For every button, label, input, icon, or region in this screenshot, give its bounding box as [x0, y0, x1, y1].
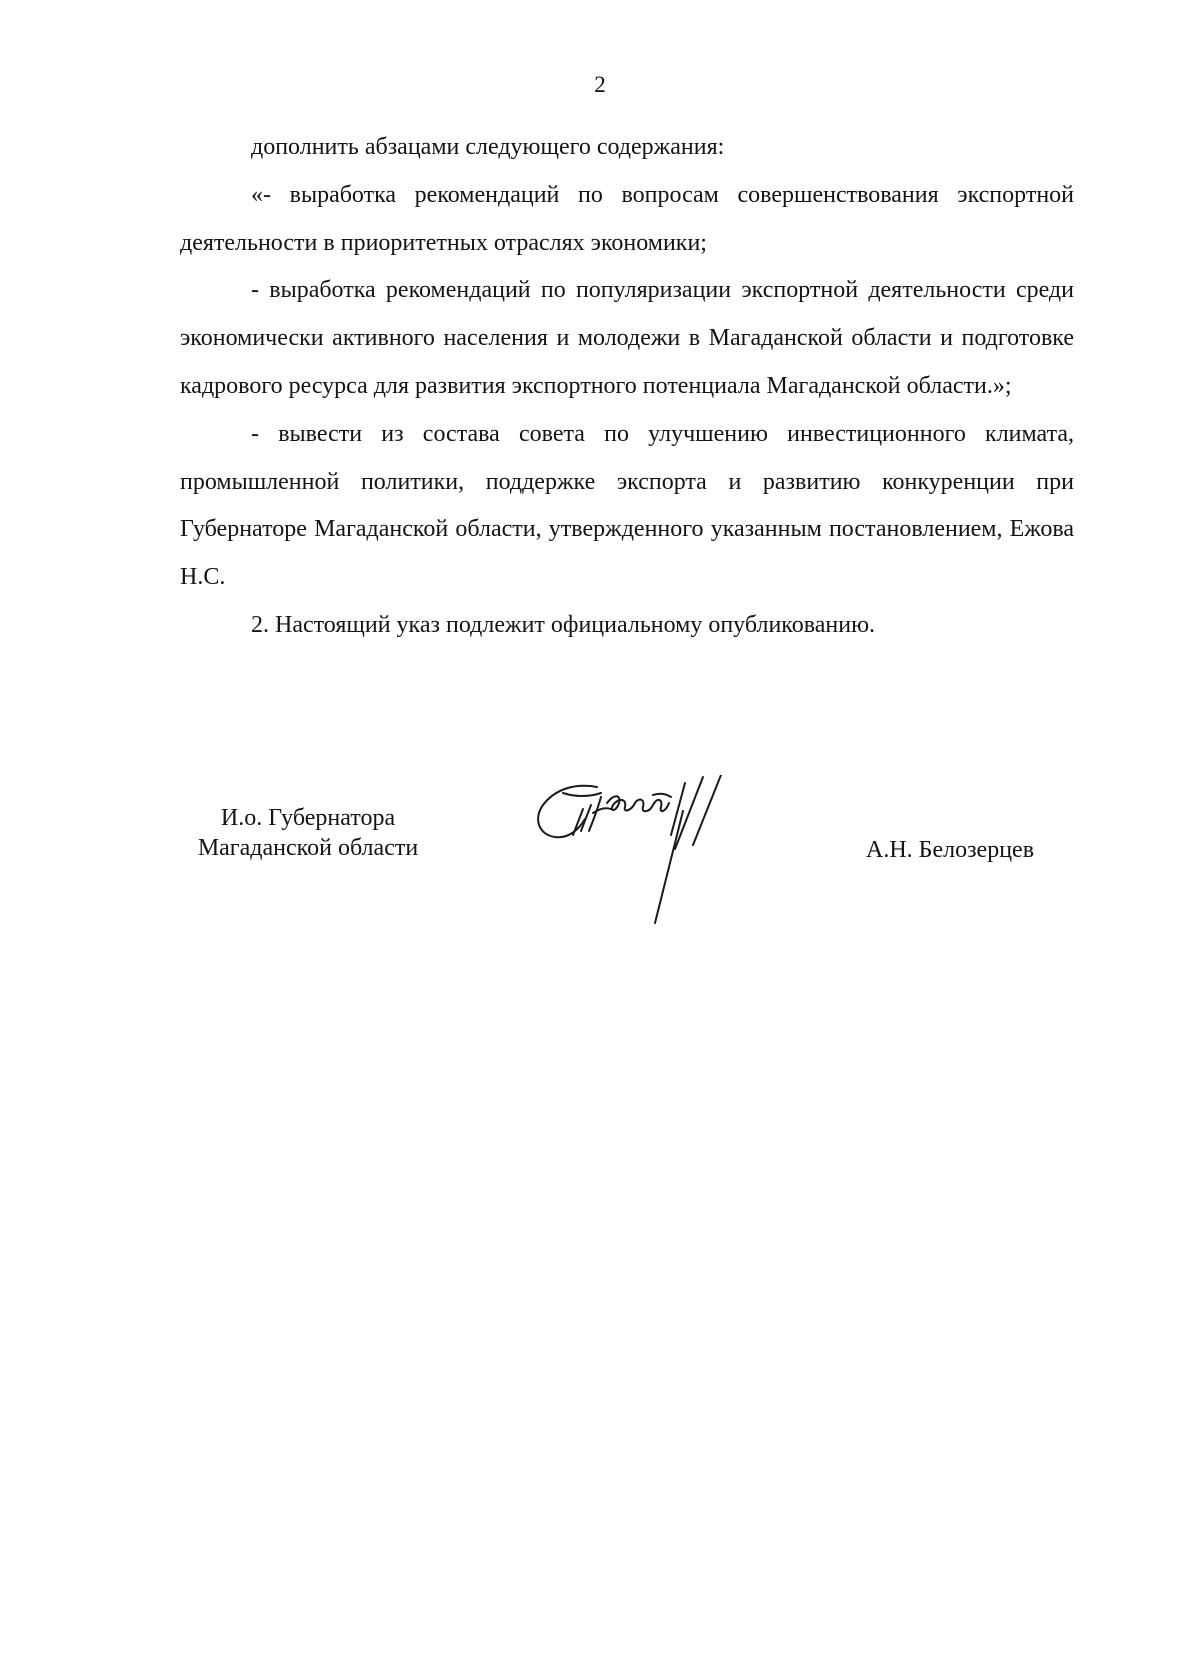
- paragraph-export-recommendations: «- выработка рекомендаций по вопросам совершенствования экспортной деятельности в приоритетных отраслях экономики;: [180, 181, 1074, 256]
- paragraph-intro: дополнить абзацами следующего содержания:: [251, 134, 725, 160]
- handwritten-signature-icon: [535, 775, 775, 955]
- document-body: [180, 124, 1074, 650]
- page-number: 2: [594, 72, 606, 97]
- signatory-title-line-2: Магаданской области: [197, 835, 419, 861]
- signatory-title-line-1: И.о. Губернатора: [220, 805, 396, 831]
- signatory-name: А.Н. Белозерцев: [866, 837, 1035, 863]
- signatory-title: [168, 803, 448, 863]
- paragraph-export-popularization: - выработка рекомендаций по популяризации экспортной деятельности среди экономически активного населения и молодежи в Магаданской области и подготовке кадрового ресурса для развития экспортного потенциала Магаданской области.»;: [180, 277, 1074, 399]
- paragraph-publication: 2. Настоящий указ подлежит официальному опубликованию.: [251, 611, 876, 638]
- paragraph-council-removal: - вывести из состава совета по улучшению инвестиционного климата, промышленной политики, поддержке экспорта и развитию конкуренции при Губернаторе Магаданской области, утвержденного указанным постановлением, Ежова Н.С.: [180, 420, 1074, 591]
